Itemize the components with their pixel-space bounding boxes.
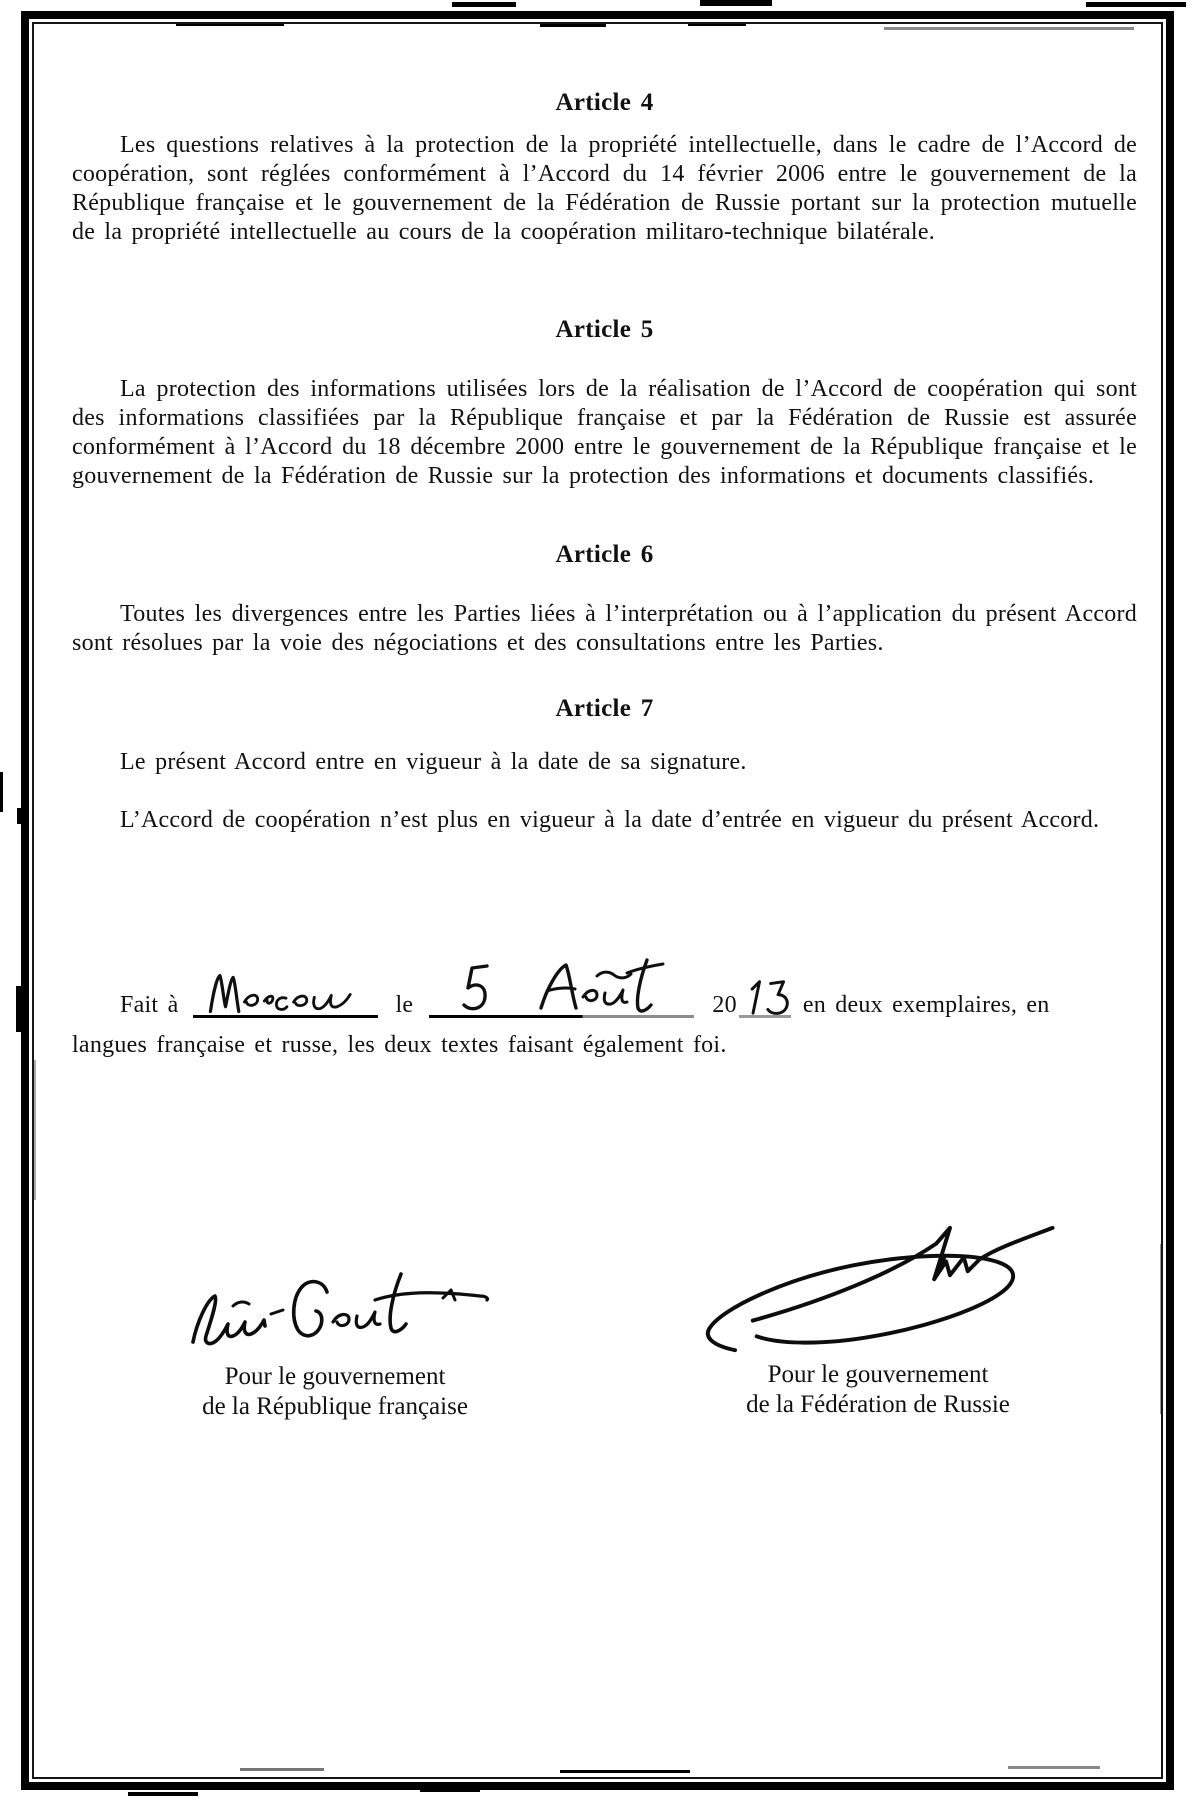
handwritten-year	[741, 976, 791, 1017]
article-heading: Article 7	[555, 695, 654, 722]
signature-caption-line2: de la République française	[202, 1393, 468, 1420]
year-blank	[739, 985, 791, 1018]
year-prefix: 20	[712, 992, 737, 1018]
article-paragraph: La protection des informations utilisées lors de la réalisation de l’Accord de coopération qui sont des informations classifiées par la République française et par la Fédération de Russie est assurée conformément à l’Accord du 18 décembre 2000 entre le gouvernement de la République française et le gouvernement de la Fédération de Russie sur la protection des informations et documents classifiés.	[72, 376, 1137, 489]
execution-line-1	[72, 979, 1137, 1025]
signature-block-russia	[688, 1218, 1068, 1420]
article-paragraph: Les questions relatives à la protection de la propriété intellectuelle, dans le cadre de l’Accord de coopération, sont réglées conformément à l’Accord du 14 février 2006 entre le gouvernement de la République française et le gouvernement de la Fédération de Russie portant sur la protection mutuelle de la propriété intellectuelle au cours de la coopération militaro-technique bilatérale.	[72, 132, 1137, 245]
execution-suffix: en deux exemplaires, en	[802, 992, 1050, 1018]
article-heading: Article 6	[555, 541, 654, 568]
handwritten-date	[429, 954, 694, 1024]
scan-artifact	[700, 0, 772, 6]
article-heading: Article 5	[555, 316, 654, 343]
execution-line-2: langues française et russe, les deux textes faisant également foi.	[72, 1032, 727, 1058]
fait-a-label: Fait à	[120, 992, 179, 1018]
article-paragraph: Toutes les divergences entre les Parties liées à l’interprétation ou à l’application du présent Accord sont résolues par la voie des négociations et des consultations entre les Parties.	[72, 601, 1137, 656]
article-paragraph: Le présent Accord entre en vigueur à la date de sa signature.	[120, 749, 747, 775]
article-7-section	[72, 694, 1137, 835]
signature-caption-line1: Pour le gouvernement	[767, 1361, 989, 1388]
scan-artifact	[128, 1792, 198, 1796]
article-4-section	[72, 88, 1137, 247]
article-heading: Article 4	[555, 89, 654, 116]
russia-signature-autograph	[693, 1218, 1063, 1360]
execution-clause	[72, 979, 1137, 1060]
handwritten-place	[201, 968, 371, 1019]
scan-artifact	[0, 772, 3, 812]
france-signature-autograph	[175, 1258, 495, 1362]
place-blank	[193, 985, 378, 1018]
article-6-section	[72, 540, 1137, 658]
scan-artifact	[452, 2, 516, 7]
article-5-section	[72, 315, 1137, 491]
le-label: le	[395, 992, 414, 1018]
scan-artifact	[1086, 2, 1186, 7]
date-blank	[429, 988, 694, 1018]
signature-caption-line2: de la Fédération de Russie	[746, 1391, 1010, 1418]
document-body	[72, 88, 1137, 1060]
signature-caption-line1: Pour le gouvernement	[224, 1363, 446, 1390]
article-paragraph: L’Accord de coopération n’est plus en vigueur à la date d’entrée en vigueur du présent Accord.	[120, 807, 1100, 833]
signature-block-france	[160, 1258, 510, 1422]
